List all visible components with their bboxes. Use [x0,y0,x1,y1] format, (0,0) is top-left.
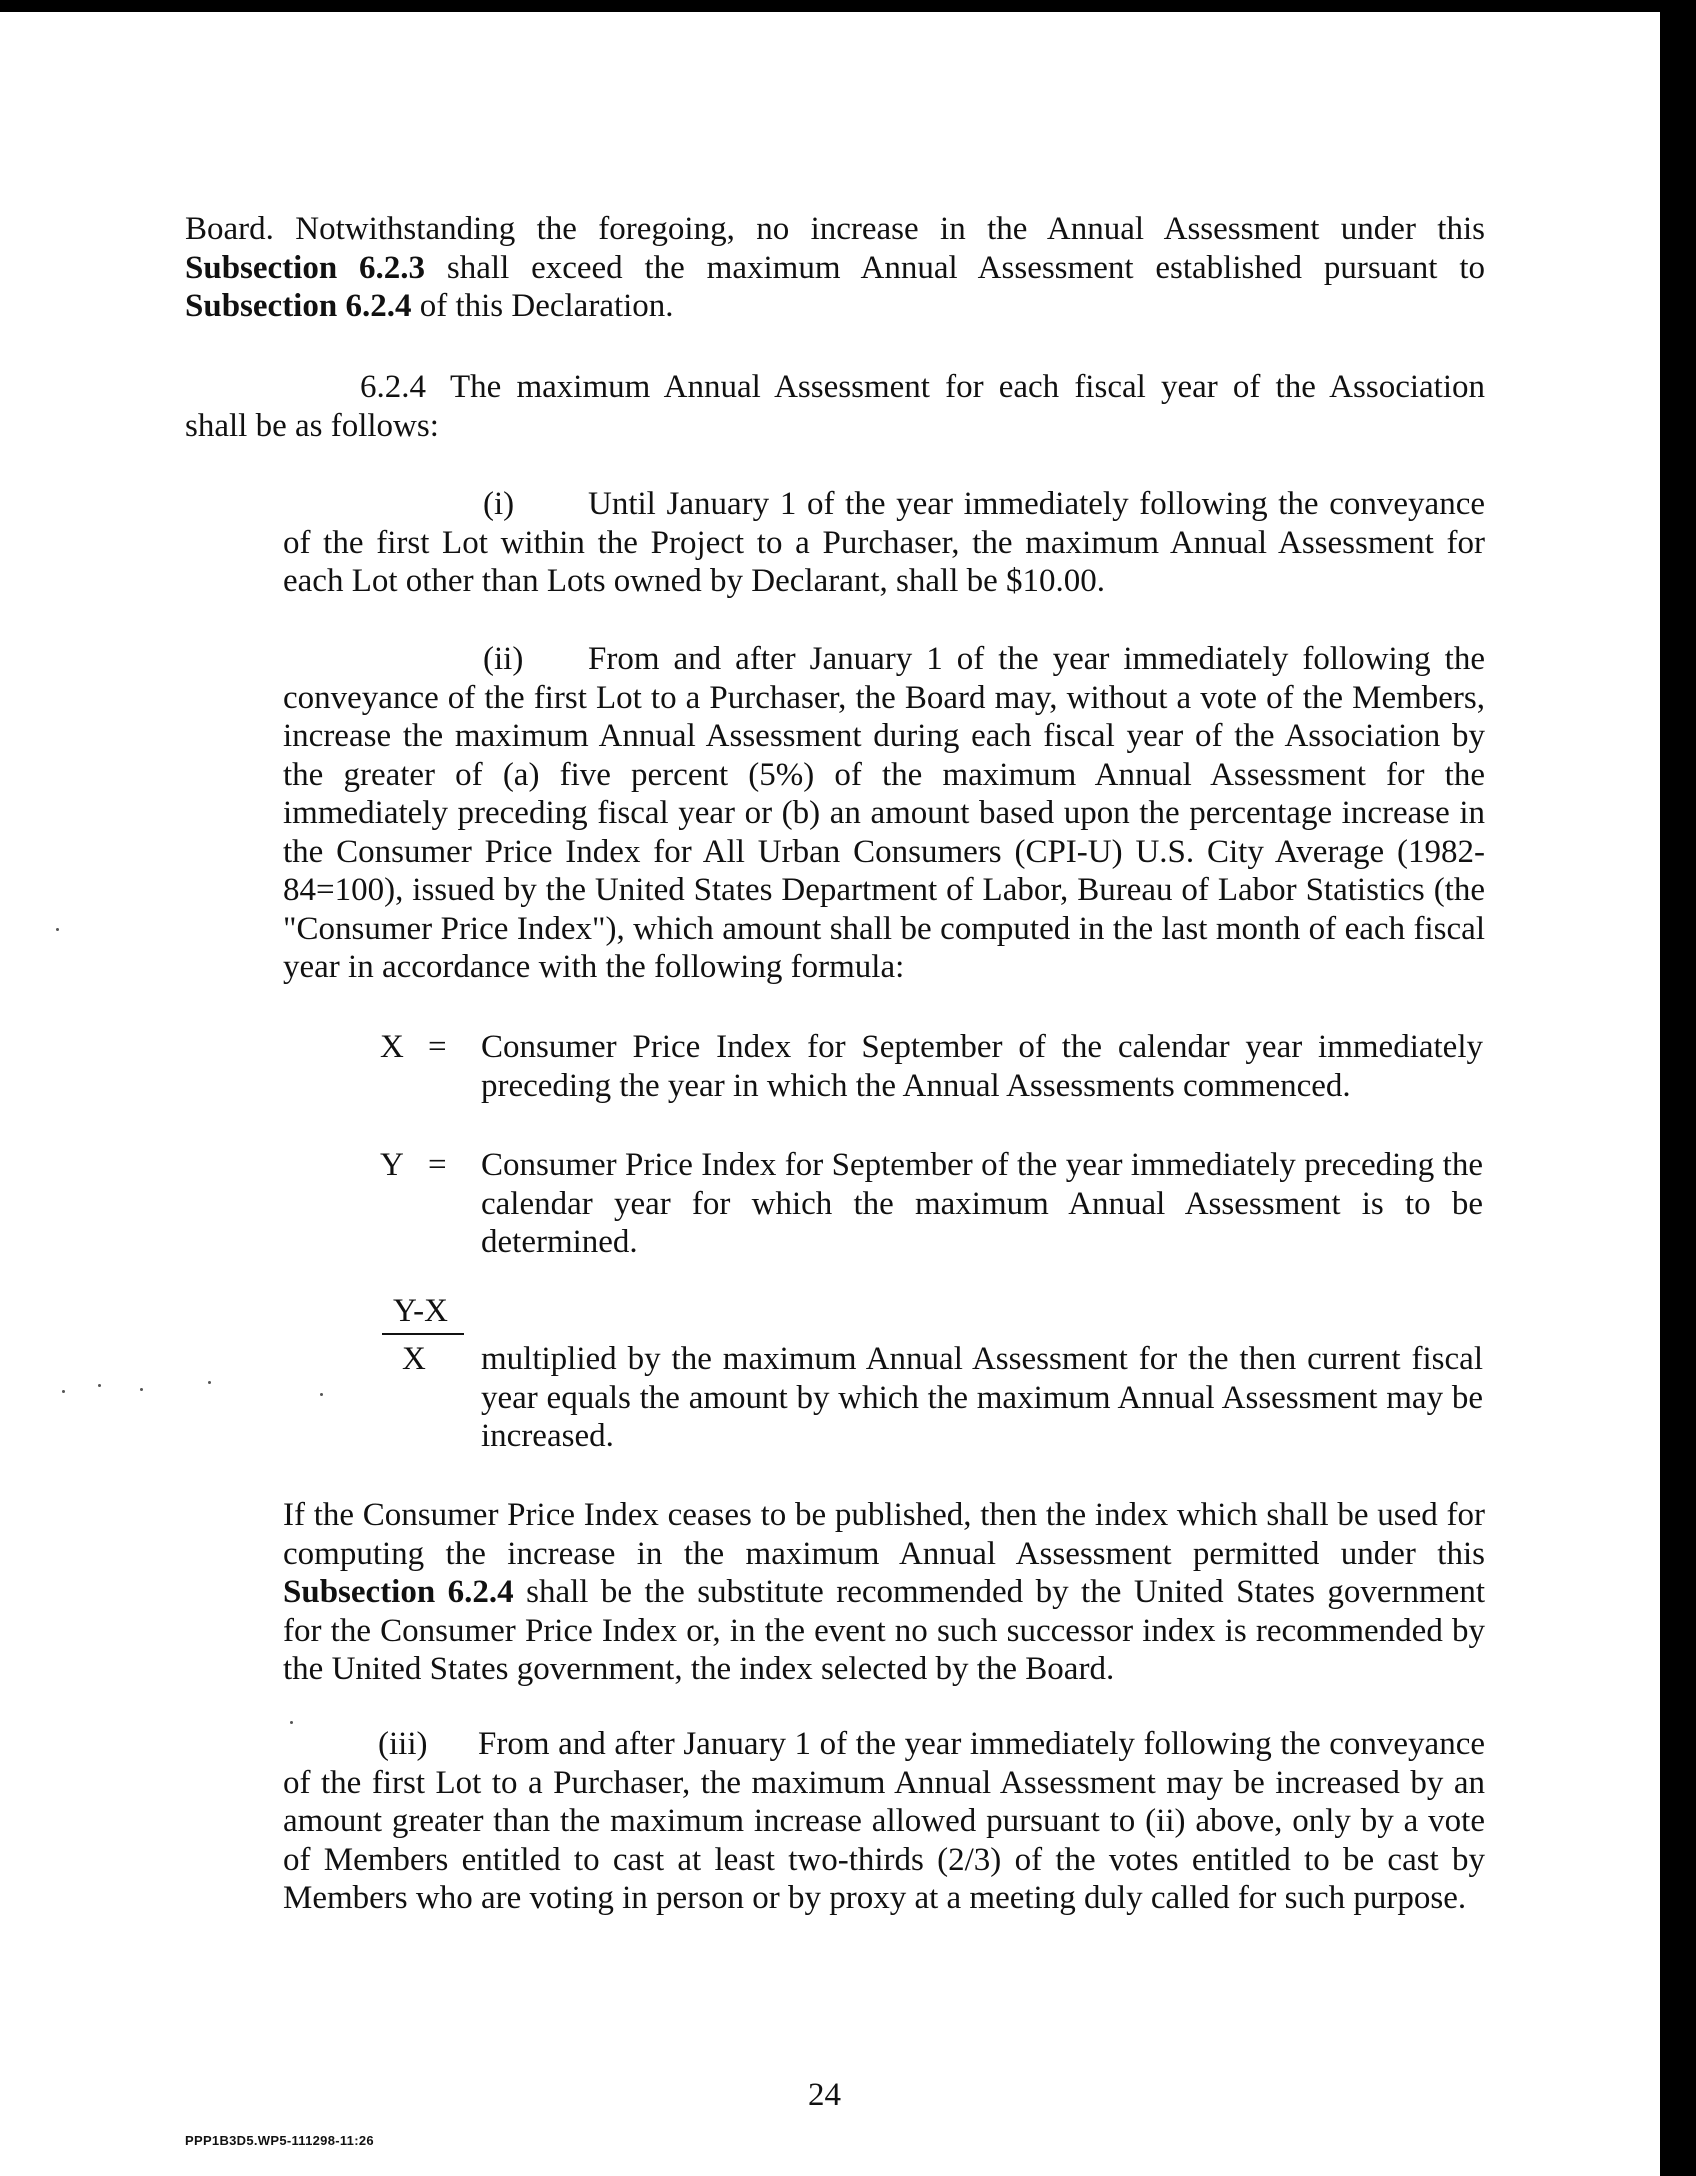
p5-text-2: shall be the substitute recommended by the United States government for the Consumer Price Index or, in the event no such successor index is recommended by the United States government, the index selected by the Board. [283,1574,1485,1687]
p2-text: The maximum Annual Assessment for each fiscal year of the Association shall be as follows: [185,369,1485,444]
scan-speck [290,1721,293,1724]
formula-x-text: Consumer Price Index for September of the calendar year immediately preceding the year in which the Annual Assessments commenced. [481,1029,1483,1104]
page-number: 24 [808,2077,841,2113]
p1-text-1: Board. Notwithstanding the foregoing, no increase in the Annual Assessment under this [185,211,1485,247]
scan-border-right [1660,0,1696,2176]
scan-speck [208,1381,211,1384]
fraction-text: multiplied by the maximum Annual Assessment for the then current fiscal year equals the amount by which the maximum Annual Assessment may be increased. [481,1341,1483,1454]
p5-text-1: If the Consumer Price Index ceases to be published, then the index which shall be used for computing the increase in the maximum Annual Assessment permitted under this [283,1497,1485,1572]
fraction-explanation [481,1340,1483,1456]
p3-text: Until January 1 of the year immediately following the conveyance of the first Lot within the Project to a Purchaser, the maximum Annual Assessment for each Lot other than Lots owned by Declarant, shall be $10.00. [283,486,1485,599]
p1-text-2: shall exceed the maximum Annual Assessment established pursuant to [425,249,1485,286]
p1-bold-subsection-6-2-3: Subsection 6.2.3 [185,249,426,286]
fraction-bar [382,1333,464,1335]
paragraph-i [283,485,1485,601]
formula-y-equals: = [428,1147,447,1183]
footer-document-code: PPP1B3D5.WP5-111298-11:26 [185,2133,374,2148]
formula-y-definition [481,1146,1483,1262]
p1-text-3: of this Declaration. [411,288,674,324]
item-number-i: (i) [483,486,515,522]
paragraph-board-continuation [185,210,1485,326]
item-number-iii: (iii) [378,1726,428,1762]
p4-text: From and after January 1 of the year immediately following the conveyance of the first Lot to a Purchaser, the Board may, without a vote of the Members, increase the maximum Annual Assessment during each fiscal year of the Association by the greater of (a) five percent (5%) of the maximum Annual Assessment for the immediately preceding fiscal year or (b) an amount based upon the percentage increase in the Consumer Price Index for All Urban Consumers (CPI-U) U.S. City Average (1982-84=100), issued by the United States Department of Labor, Bureau of Labor Statistics (the "Consumer Price Index"), which amount shall be computed in the last month of each fiscal year in accordance with the following formula: [283,641,1485,985]
scan-speck [98,1384,101,1387]
p6-text: From and after January 1 of the year immediately following the conveyance of the first Lot to a Purchaser, the maximum Annual Assessment may be increased by an amount greater than the maximum increase allowed pursuant to (ii) above, only by a vote of Members entitled to cast at least two-thirds (2/3) of the votes entitled to be cast by Members who are voting in person or by proxy at a meeting duly called for such purpose. [283,1726,1485,1916]
formula-y-text: Consumer Price Index for September of the year immediately preceding the calendar year for which the maximum Annual Assessment is to be determined. [481,1147,1483,1260]
fraction-numerator: Y-X [393,1293,448,1329]
section-number-6-2-4: 6.2.4 [360,369,426,405]
p5-bold-subsection-6-2-4: Subsection 6.2.4 [283,1574,514,1610]
scan-speck [140,1388,143,1391]
formula-y-variable: Y [380,1147,404,1183]
scan-speck [56,928,59,931]
formula-x-equals: = [428,1029,447,1065]
fraction-denominator: X [402,1341,426,1377]
p1-bold-subsection-6-2-4: Subsection 6.2.4 [185,288,412,324]
scan-border-top [0,0,1696,12]
paragraph-iii [283,1725,1485,1918]
paragraph-6-2-4 [185,368,1485,445]
scan-speck [320,1393,323,1396]
item-number-ii: (ii) [483,641,524,677]
paragraph-cpi-substitute [283,1496,1485,1689]
paragraph-ii [283,640,1485,987]
formula-x-definition [481,1028,1483,1105]
formula-x-variable: X [380,1029,404,1065]
scan-speck [62,1390,65,1393]
